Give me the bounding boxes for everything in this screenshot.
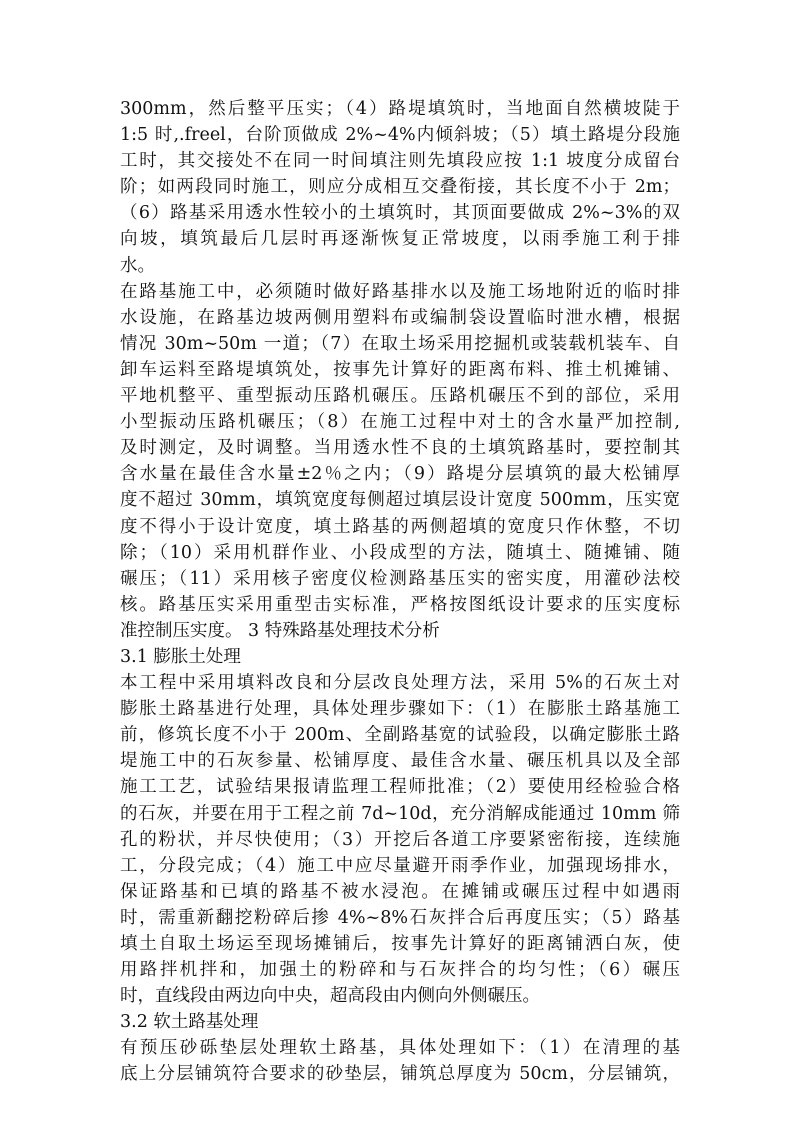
text-line: 含水量在最佳含水量±2％之内；（9）路堤分层填筑的最大松铺厚 (120, 464, 680, 485)
text-line: 膨胀土路基进行处理，具体处理步骤如下：（1）在膨胀土路基施工 (120, 699, 680, 720)
text-line: 准控制压实度。 3 特殊路基处理技术分析 (120, 620, 440, 641)
text-line: 堤施工中的石灰参量、松铺厚度、最佳含水量、碾压机具以及全部 (120, 751, 680, 772)
text-line: 时，需重新翻挖粉碎后掺 4%~8%石灰拌合后再度压实；（5）路基 (120, 907, 680, 928)
text-line: 在路基施工中，必须随时做好路基排水以及施工场地附近的临时排 (120, 281, 680, 302)
section-heading: 3.1 膨胀土处理 (120, 646, 241, 667)
text-line: 向坡，填筑最后几层时再逐渐恢复正常坡度，以雨季施工利于排 (120, 229, 680, 250)
text-line: 本工程中采用填料改良和分层改良处理方法，采用 5%的石灰土对 (120, 673, 680, 694)
text-line: 碾压；（11）采用核子密度仪检测路基压实的密实度，用灌砂法校 (120, 568, 680, 589)
text-line: 工，分段完成；（4）施工中应尽量避开雨季作业，加强现场排水， (120, 855, 680, 876)
text-line: 除；（10）采用机群作业、小段成型的方法，随填土、随摊铺、随 (120, 542, 680, 563)
text-line: 前，修筑长度不小于 200m、全副路基宽的试验段，以确定膨胀土路 (120, 725, 680, 746)
text-line: 及时测定，及时调整。当用透水性不良的土填筑路基时，要控制其 (120, 438, 680, 459)
text-line: 工时，其交接处不在同一时间填注则先填段应按 1:1 坡度分成留台 (120, 151, 680, 172)
text-line: 阶；如两段同时施工，则应分成相互交叠衔接，其长度不小于 2m； (120, 177, 680, 198)
text-line: 平地机整平、重型振动压路机碾压。压路机碾压不到的部位，采用 (120, 386, 680, 407)
text-line: 水设施，在路基边坡两侧用塑料布或编制袋设置临时泄水槽，根据 (120, 307, 680, 328)
text-line: 孔的粉状，并尽快使用；（3）开挖后各道工序要紧密衔接，连续施 (120, 829, 680, 850)
body-text (120, 96, 680, 1088)
text-line: 有预压砂砾垫层处理软土路基，具体处理如下：（1）在清理的基 (120, 1038, 680, 1059)
text-line: 用路拌机拌和，加强土的粉碎和与石灰拌合的均匀性；（6）碾压 (120, 960, 680, 981)
text-line: 1:5 时,.freel，台阶顶做成 2%~4%内倾斜坡；（5）填土路堤分段施 (120, 125, 680, 146)
text-line: 卸车运料至路堤填筑处，按事先计算好的距离布料、推土机摊铺、 (120, 359, 680, 380)
text-line: 底上分层铺筑符合要求的砂垫层，铺筑总厚度为 50cm，分层铺筑， (120, 1064, 680, 1085)
text-line: （6）路基采用透水性较小的土填筑时，其顶面要做成 2%~3%的双 (120, 203, 680, 224)
text-line: 施工工艺，试验结果报请监理工程师批准；（2）要使用经检验合格 (120, 777, 680, 798)
text-line: 情况 30m~50m 一道；（7）在取土场采用挖掘机或装载机装车、自 (120, 333, 680, 354)
text-line: 300mm，然后整平压实；（4）路堤填筑时，当地面自然横坡陡于 (120, 99, 680, 119)
section-heading: 3.2 软土路基处理 (120, 1012, 259, 1033)
text-line: 度不得小于设计宽度，填土路基的两侧超填的宽度只作休整，不切 (120, 516, 680, 537)
text-line: 保证路基和已填的路基不被水浸泡。在摊铺或碾压过程中如遇雨 (120, 881, 680, 902)
text-line: 小型振动压路机碾压；（8）在施工过程中对土的含水量严加控制, (120, 412, 680, 433)
text-line: 的石灰，并要在用于工程之前 7d~10d，充分消解成能通过 10mm 筛 (120, 803, 680, 824)
text-line: 填土自取土场运至现场摊铺后，按事先计算好的距离铺洒白灰，使 (120, 934, 680, 954)
text-line: 度不超过 30mm，填筑宽度每侧超过填层设计宽度 500mm，压实宽 (120, 490, 680, 511)
text-line: 水。 (120, 255, 155, 276)
text-line: 核。路基压实采用重型击实标准，严格按图纸设计要求的压实度标 (120, 594, 680, 615)
text-line: 时，直线段由两边向中央，超高段由内侧向外侧碾压。 (120, 986, 540, 1007)
